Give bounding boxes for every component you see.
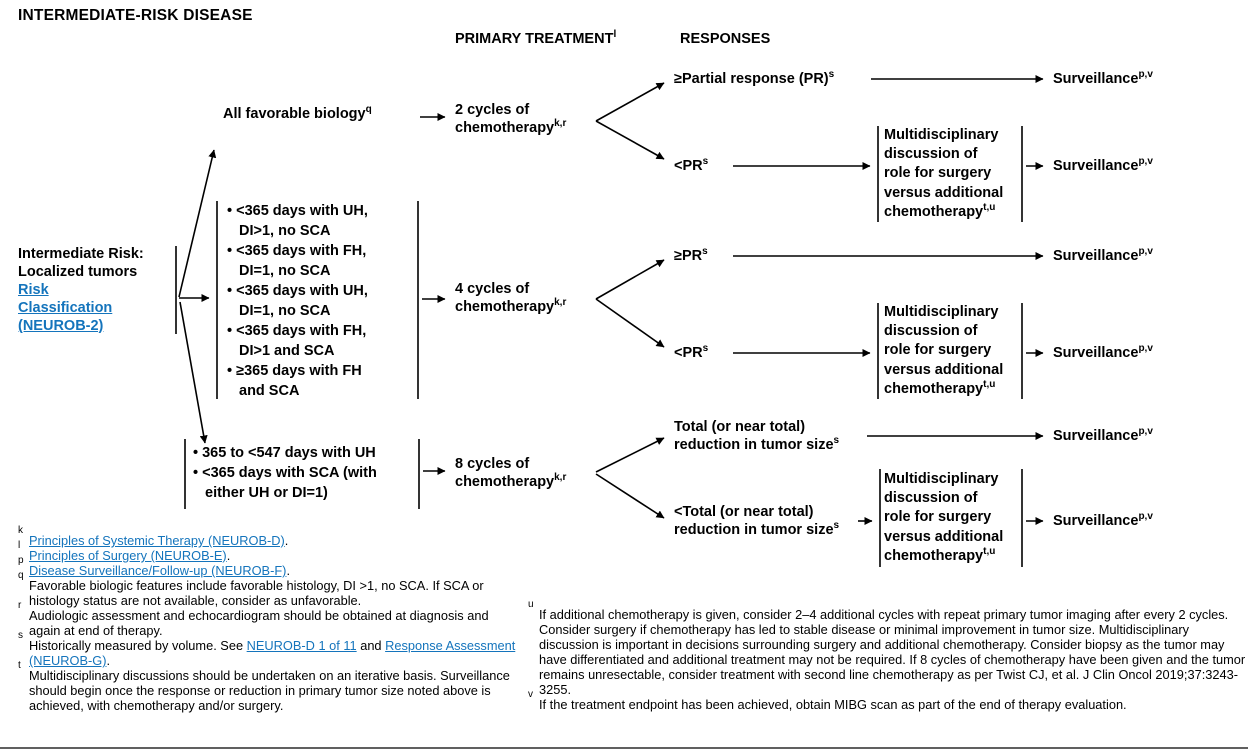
- response-label: Total (or near total): [674, 419, 806, 435]
- footnote-v: v If the treatment endpoint has been achieved, obtain MIBG scan as part of the end of therapy evaluation.: [528, 689, 1127, 712]
- surveillance-sup: p,v: [1138, 426, 1153, 438]
- treatment-line: chemotherapy: [455, 474, 555, 490]
- footnote-text: Favorable biologic features include favorable histology, DI >1, no SCA. If SCA or histology status are not available, consider as unfavorable.: [29, 578, 484, 608]
- risk-classification-link-line2[interactable]: Classification: [18, 300, 113, 316]
- response-label: <PR: [674, 345, 703, 361]
- node-total-reduction: [674, 418, 839, 454]
- node-lt-total-reduction: [674, 503, 839, 539]
- primary-treatment-footnote-sup: l: [613, 29, 617, 41]
- criteria-line: DI>1, no SCA: [239, 223, 331, 239]
- node-surveillance-6: [1053, 512, 1153, 530]
- node-surveillance-1: [1053, 70, 1153, 88]
- node-surveillance-4: [1053, 344, 1153, 362]
- response-sup: s: [702, 246, 708, 258]
- node-multidisciplinary-box-3: [884, 470, 1003, 566]
- column-header-responses: RESPONSES: [680, 31, 771, 47]
- favorable-biology-label: All favorable biology: [223, 106, 366, 122]
- footnote-s-link-1[interactable]: NEUROB-D 1 of 11: [246, 638, 357, 653]
- footnote-text: If the treatment endpoint has been achieved, obtain MIBG scan as part of the end of therapy evaluation.: [539, 697, 1127, 712]
- footnote-text: .: [286, 563, 290, 578]
- response-label: reduction in tumor size: [674, 522, 834, 538]
- box-line: versus additional: [884, 528, 1004, 545]
- box-line: role for surgery: [884, 509, 992, 526]
- surveillance-sup: p,v: [1138, 69, 1153, 81]
- footnote-k: k Principles of Systemic Therapy (NEUROB-D).: [18, 525, 289, 548]
- treatment-line: chemotherapy: [455, 120, 555, 136]
- surveillance-sup: p,v: [1138, 156, 1153, 168]
- response-sup: s: [702, 343, 709, 355]
- treatment-line: chemotherapy: [455, 299, 555, 315]
- surveillance-sup: p,v: [1138, 511, 1153, 523]
- node-surveillance-3: [1053, 247, 1153, 265]
- response-sup: s: [833, 435, 840, 447]
- criteria-line: and SCA: [239, 383, 300, 399]
- node-multidisciplinary-box-1: [884, 126, 1003, 222]
- footnote-k-link[interactable]: Principles of Systemic Therapy (NEUROB-D): [29, 533, 285, 548]
- node-surveillance-2: [1053, 157, 1153, 175]
- box-line: discussion of: [884, 490, 978, 507]
- response-label: <Total (or near total): [674, 504, 814, 520]
- box-line: chemotherapy: [884, 203, 984, 220]
- node-8-cycles-chemotherapy: [455, 455, 566, 491]
- surveillance-label: Surveillance: [1053, 248, 1139, 264]
- surveillance-sup: p,v: [1138, 343, 1153, 355]
- box-line: role for surgery: [884, 165, 992, 182]
- box-line: chemotherapy: [884, 547, 984, 564]
- box-line: Multidisciplinary: [884, 471, 999, 487]
- footnote-text: .: [284, 533, 289, 548]
- footnote-s-link-2[interactable]: Response Assessment (NEUROB-G): [29, 638, 516, 668]
- footnote-u: u If additional chemotherapy is given, consider 2–4 additional cycles with repeat primary tumor imaging after every 2 cycles. Consider surgery if chemotherapy has led to stable disease or minimal improvement in tumor size. Multidisciplinary discussion is important in decisions surrounding surgery and additional chemotherapy. Consider biopsy as the tumor may have differentiated and additional treatment may not be required. If 8 cycles of chemotherapy have been given and the tumor remains unresectable, consider treatment with second line chemotherapy as per Twist CJ, et al. J Clin Oncol 2019;37:3243-3255.: [528, 599, 1246, 697]
- treatment-sup: k,r: [554, 297, 567, 309]
- page-title: INTERMEDIATE-RISK DISEASE: [18, 7, 253, 24]
- response-label: reduction in tumor size: [674, 437, 834, 453]
- node-intermediate-risk: [18, 245, 144, 335]
- response-sup: s: [833, 520, 840, 532]
- risk-classification-link-line1[interactable]: Risk: [18, 282, 49, 298]
- box-line: discussion of: [884, 146, 978, 163]
- criteria-line: • ≥365 days with FH: [227, 363, 362, 379]
- surveillance-sup: p,v: [1138, 246, 1153, 258]
- treatment-sup: k,r: [554, 472, 567, 484]
- criteria-line: DI=1, no SCA: [239, 303, 331, 319]
- criteria-line: • <365 days with UH,: [227, 283, 368, 299]
- criteria-line: DI=1, no SCA: [239, 263, 331, 279]
- node-ge-partial-response: [674, 70, 834, 88]
- node-multidisciplinary-box-2: [884, 303, 1003, 399]
- criteria-line: DI>1 and SCA: [239, 343, 335, 359]
- surveillance-label: Surveillance: [1053, 428, 1139, 444]
- footnote-l-link[interactable]: Principles of Surgery (NEUROB-E): [29, 548, 227, 563]
- footnote-text: Audiologic assessment and echocardiogram should be obtained at diagnosis and again at end of therapy.: [29, 608, 489, 638]
- treatment-line: 2 cycles of: [455, 102, 530, 118]
- box-line: role for surgery: [884, 342, 992, 359]
- node-4-cycles-chemotherapy: [455, 280, 566, 316]
- box-line: Multidisciplinary: [884, 304, 999, 320]
- primary-treatment-label: PRIMARY TREATMENT: [455, 31, 614, 47]
- footnote-text: and: [356, 638, 386, 653]
- treatment-line: 8 cycles of: [455, 456, 530, 472]
- footnote-text: .: [106, 653, 111, 668]
- footnote-t: t Multidisciplinary discussions should be undertaken on an iterative basis. Surveillance should begin once the response or reduction in primary tumor size noted above is achieved, with chemotherapy and/or surgery.: [18, 660, 510, 713]
- node-lt-pr-2: [674, 344, 708, 362]
- box-line: chemotherapy: [884, 380, 984, 397]
- favorable-biology-sup: q: [365, 104, 372, 116]
- box-line: versus additional: [884, 184, 1004, 201]
- box-line: Multidisciplinary: [884, 127, 999, 143]
- criteria-line: • 365 to <547 days with UH: [193, 445, 376, 461]
- box-sup: t,u: [983, 545, 996, 557]
- root-line-1: Intermediate Risk:: [18, 246, 144, 262]
- treatment-sup: k,r: [554, 118, 567, 130]
- footnotes-left: [18, 525, 523, 713]
- surveillance-label: Surveillance: [1053, 71, 1139, 87]
- footnote-s: s Historically measured by volume. See NEUROB-D 1 of 11 and Response Assessment (NEUROB-G).: [18, 630, 516, 668]
- footnote-text: If additional chemotherapy is given, consider 2–4 additional cycles with repeat primary tumor imaging after every 2 cycles. Consider surgery if chemotherapy has led to stable disease or minimal improvement in tumor size. Multidisciplinary discussion is important in decisions surrounding surgery and additional chemotherapy. Consider biopsy as the tumor may have differentiated and additional treatment may not be required. If 8 cycles of chemotherapy have been given and the tumor remains unresectable, consider treatment with second line chemotherapy as per Twist CJ, et al. J Clin Oncol 2019;37:3243-3255.: [539, 607, 1246, 697]
- footnote-p-link[interactable]: Disease Surveillance/Follow-up (NEUROB-F): [29, 563, 287, 578]
- box-sup: t,u: [983, 378, 996, 390]
- node-all-favorable-biology: [223, 105, 372, 123]
- response-sup: s: [702, 156, 709, 168]
- footnote-text: Historically measured by volume. See: [29, 638, 247, 653]
- node-ge-pr: [674, 247, 708, 265]
- criteria-line: • <365 days with FH,: [227, 243, 367, 259]
- box-line: discussion of: [884, 323, 978, 340]
- footnote-p: p Disease Surveillance/Follow-up (NEUROB-F).: [18, 555, 290, 578]
- node-2-cycles-chemotherapy: [455, 101, 566, 137]
- footnotes-right: [528, 599, 1248, 712]
- treatment-line: 4 cycles of: [455, 281, 530, 297]
- node-surveillance-5: [1053, 427, 1153, 445]
- column-header-primary-treatment: [455, 31, 616, 47]
- criteria-line: either UH or DI=1): [205, 485, 328, 501]
- response-label: ≥PR: [674, 248, 703, 264]
- node-lt-pr-1: [674, 157, 708, 175]
- criteria-line: • <365 days with UH,: [227, 203, 368, 219]
- footnote-text: Multidisciplinary discussions should be undertaken on an iterative basis. Surveillance should begin once the response or reduction in primary tumor size noted above is achieved, with chemotherapy and/or surgery.: [29, 668, 510, 713]
- footnote-text: .: [226, 548, 231, 563]
- response-label: <PR: [674, 158, 703, 174]
- surveillance-label: Surveillance: [1053, 345, 1139, 361]
- node-bottom-criteria-list: [193, 443, 377, 503]
- risk-classification-link-line3[interactable]: (NEUROB-2): [18, 318, 104, 334]
- surveillance-label: Surveillance: [1053, 513, 1139, 529]
- criteria-line: • <365 days with SCA (with: [193, 465, 377, 481]
- criteria-line: • <365 days with FH,: [227, 323, 367, 339]
- root-line-2: Localized tumors: [18, 264, 138, 280]
- response-label: ≥Partial response (PR): [674, 71, 829, 87]
- footnote-l: l Principles of Surgery (NEUROB-E).: [18, 540, 231, 563]
- response-sup: s: [828, 69, 835, 81]
- box-sup: t,u: [983, 201, 996, 213]
- box-line: versus additional: [884, 361, 1004, 378]
- node-middle-criteria-list: [227, 201, 368, 401]
- footnote-q: q Favorable biologic features include favorable histology, DI >1, no SCA. If SCA or histology status are not available, consider as unfavorable.: [18, 570, 484, 608]
- footnote-r: r Audiologic assessment and echocardiogram should be obtained at diagnosis and again at end of therapy.: [18, 600, 489, 638]
- surveillance-label: Surveillance: [1053, 158, 1139, 174]
